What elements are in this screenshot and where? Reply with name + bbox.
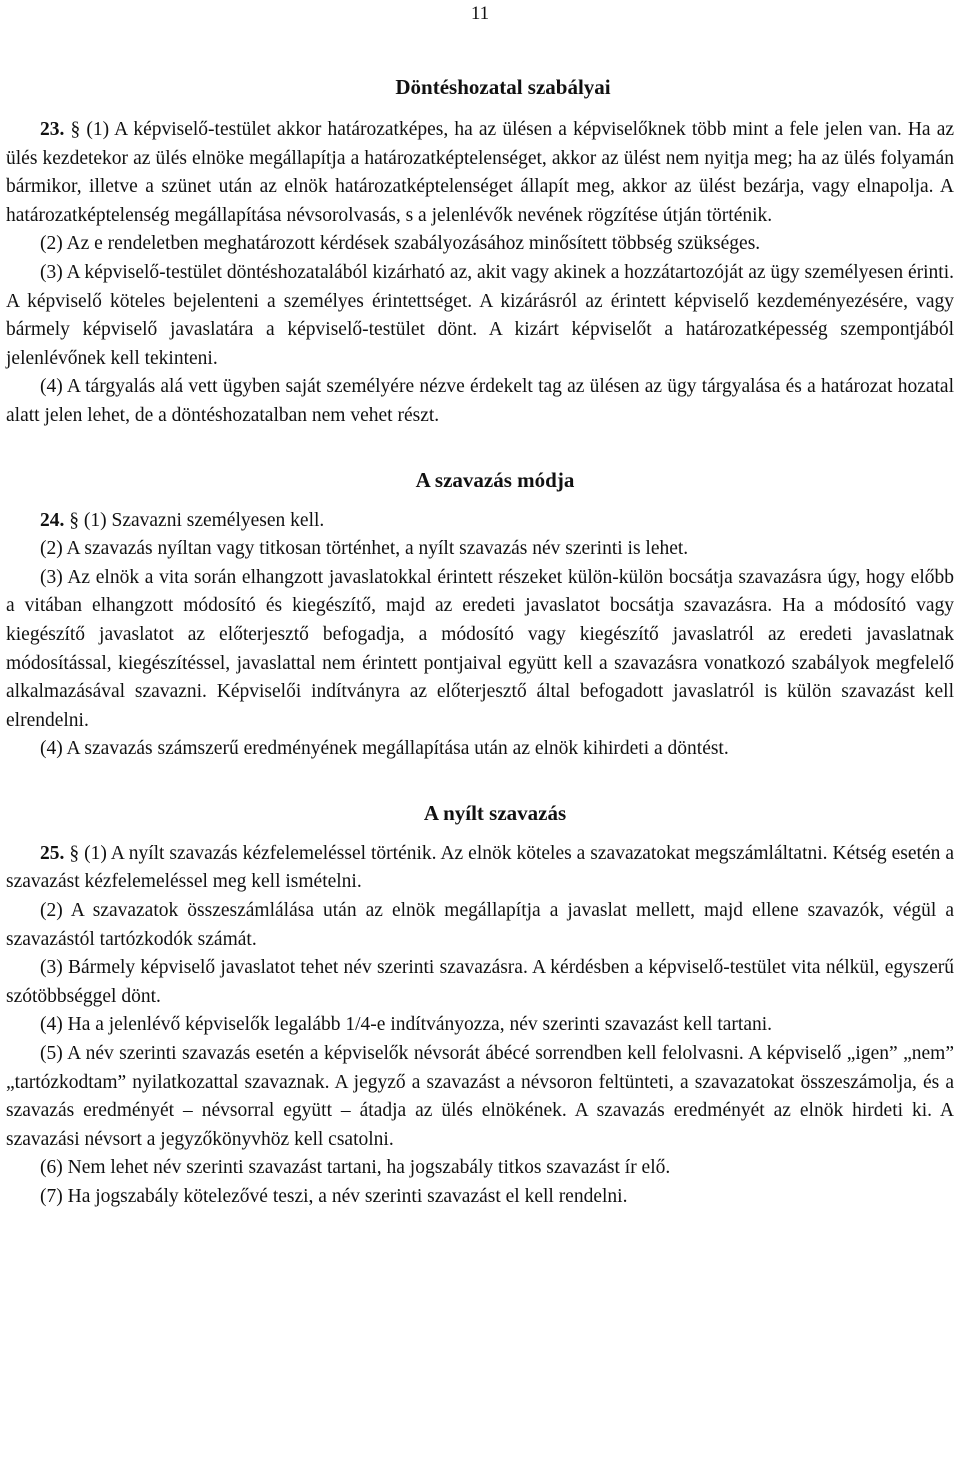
paragraph	[6, 840, 954, 897]
section-number: 24.	[40, 509, 65, 531]
paragraph-text: § (1) A képviselő-testület akkor határozatképes, ha az ülésen a képviselőknek több mint a fele jelen van. Ha az ülés kezdetekor az ülés elnöke megállapítja a határozatképtelenséget, akkor az ülést nem nyitja meg; ha az ülés folyamán bármikor, illetve a szünet után az elnök határozatképtelenséget állapít meg, akkor az ülést bezárja, vagy elnapolja. A határozatképtelenség megállapítása névsorolvasás, s a jelenlévők nevének rögzítése útján történik.	[6, 119, 955, 226]
section-heading: Döntéshozatal szabályai	[395, 75, 611, 99]
section-number: 25.	[40, 842, 65, 864]
section-heading: A nyílt szavazás	[423, 800, 567, 825]
document-body	[6, 68, 954, 1212]
paragraph	[6, 116, 954, 230]
section-number: 23.	[40, 119, 65, 140]
paragraph-text: § (1) Szavazni személyesen kell.	[69, 509, 325, 531]
page-number: 11	[470, 3, 490, 24]
paragraph: (4) A szavazás számszerű eredményének megállapítása után az elnök kihirdeti a döntést.	[40, 738, 729, 760]
paragraph: (5) A név szerinti szavazás esetén a képviselők névsorát ábécé sorrendben kell felolvasni. A képviselő „igen” „nem” „tartózkodtam” nyilatkozattal szavaznak. A jegyző a szavazást a névsoron feltünteti, a szavazatokat összeszámolja, és a szavazás eredményét – névsorral együtt – átadja az ülés elnökének. A szavazás eredményét az elnök hirdeti ki. A szavazási névsort a jegyzőkönyvhöz kell csatolni.	[6, 1043, 954, 1150]
paragraph-text: § (1) A nyílt szavazás kézfelemeléssel történik. Az elnök köteles a szavazatokat megszámláltatni. Kétség esetén a szavazást kézfelemeléssel meg kell ismételni.	[6, 842, 955, 893]
paragraph: (7) Ha jogszabály kötelezővé teszi, a név szerinti szavazást el kell rendelni.	[40, 1186, 628, 1207]
section-heading: A szavazás módja	[415, 467, 575, 492]
paragraph: (4) A tárgyalás alá vett ügyben saját személyére nézve érdekelt tag az ülésen az ügy tárgyalása és a határozat hozatal alatt jelen lehet, de a döntéshozatalban nem vehet részt.	[6, 376, 954, 426]
paragraph	[6, 507, 954, 536]
paragraph: (2) A szavazás nyíltan vagy titkosan történhet, a nyílt szavazás név szerinti is lehet.	[40, 538, 689, 560]
paragraph: (2) Az e rendeletben meghatározott kérdések szabályozásához minősített többség szükséges.	[40, 233, 761, 255]
paragraph: (6) Nem lehet név szerinti szavazást tartani, ha jogszabály titkos szavazást ír elő.	[40, 1157, 671, 1179]
paragraph: (3) Az elnök a vita során elhangzott javaslatokkal érintett részeket külön-külön bocsátja szavazásra úgy, hogy előbb a vitában elhangzott módosító és kiegészítő, majd az eredeti javaslatot bocsátja szavazásra. Ha a módosító vagy kiegészítő javaslatot az előterjesztő befogadja, a módosító vagy kiegészítő javaslatról az eredeti javaslatnak módosítással, kiegészítéssel, javaslattal nem érintett pontjaival együtt kell a szavazásra vonatkozó szabályok megfelelő alkalmazásával szavazni. Képviselői indítványra az előterjesztő által befogadott javaslatról is külön szavazást kell elrendelni.	[6, 566, 954, 731]
paragraph: (4) Ha a jelenlévő képviselők legalább 1/4-e indítványozza, név szerinti szavazást kell tartani.	[40, 1014, 773, 1036]
paragraph: (3) Bármely képviselő javaslatot tehet név szerinti szavazásra. A kérdésben a képviselő-testület vita nélkül, egyszerű szótöbbséggel dönt.	[6, 957, 954, 1007]
paragraph: (2) A szavazatok összeszámlálása után az elnök megállapítja a javaslat mellett, majd ellene szavazók, végül a szavazástól tartózkodók számát.	[6, 900, 954, 950]
paragraph: (3) A képviselő-testület döntéshozatalából kizárható az, akit vagy akinek a hozzátartozóját az ügy személyesen érinti. A képviselő köteles bejelenteni a személyes érintettséget. A kizárásról az érintett képviselő kezdeményezésére, vagy bármely képviselő javaslatára a képviselő-testület dönt. A kizárt képviselőt a határozatképesség szempontjából jelenlévőnek kell tekinteni.	[6, 261, 954, 369]
